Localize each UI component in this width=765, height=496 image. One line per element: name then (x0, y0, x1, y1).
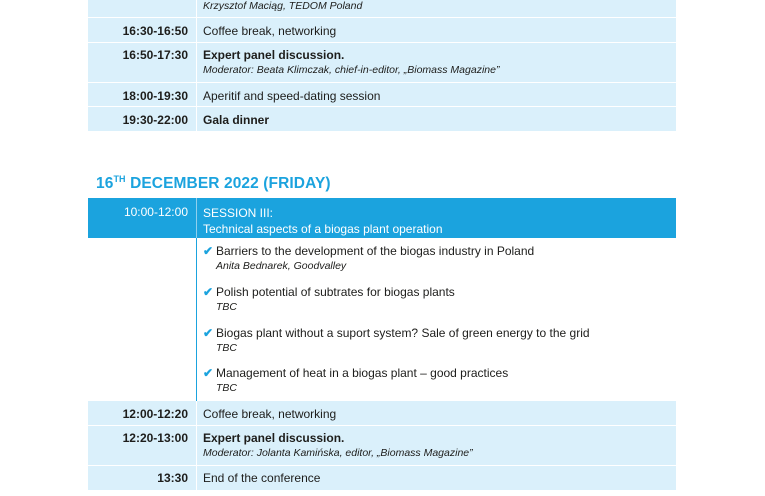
talk-title: Polish potential of subtrates for biogas plants (216, 285, 455, 299)
column-divider (196, 0, 197, 131)
time-slot: 19:30-22:00 (122, 113, 188, 127)
session-number: SESSION III: (203, 206, 274, 220)
day-ordinal: TH (113, 174, 126, 184)
day-number: 16 (96, 175, 114, 192)
time-slot: 12:00-12:20 (122, 407, 188, 421)
slot-title: Gala dinner (203, 113, 270, 127)
slot-title: Expert panel discussion. (203, 431, 345, 445)
slot-title: Coffee break, networking (203, 24, 337, 38)
talk-title: Biogas plant without a suport system? Sale of green energy to the grid (216, 326, 590, 340)
session-time: 10:00-12:00 (123, 205, 188, 219)
talk-title: Management of heat in a biogas plant – good practices (216, 366, 509, 380)
row-separator (88, 425, 676, 426)
row-separator (88, 17, 676, 18)
list-item (203, 326, 673, 354)
day-heading (96, 175, 331, 193)
list-item (203, 285, 673, 313)
slot-title: Aperitif and speed-dating session (203, 89, 381, 103)
time-slot: 13:30 (157, 471, 188, 485)
moderator-text: Moderator: Jolanta Kamińska, editor, „Biomass Magazine” (203, 447, 473, 459)
schedule-block-day1 (88, 0, 676, 131)
session-header (88, 198, 676, 238)
speaker-text: Krzysztof Maciąg, TEDOM Poland (203, 0, 363, 12)
column-divider (196, 198, 197, 238)
talk-speaker: TBC (216, 382, 237, 394)
slot-description (203, 48, 668, 76)
speaker-name (203, 0, 668, 12)
row-separator (88, 82, 676, 83)
check-icon: ✔ (203, 285, 214, 299)
talk-title: Barriers to the development of the biogas industry in Poland (216, 244, 535, 258)
talk-speaker: Anita Bednarek, Goodvalley (216, 260, 347, 272)
slot-title: Expert panel discussion. (203, 48, 345, 62)
check-icon: ✔ (203, 244, 214, 258)
talk-list (88, 238, 676, 401)
time-slot: 16:50-17:30 (122, 48, 188, 62)
talk-speaker: TBC (216, 342, 237, 354)
talk-speaker: TBC (216, 301, 237, 313)
check-icon: ✔ (203, 326, 214, 340)
slot-title: Coffee break, networking (203, 407, 337, 421)
time-slot: 16:30-16:50 (122, 24, 188, 38)
list-item (203, 366, 673, 394)
moderator-text: Moderator: Beata Klimczak, chief-in-editor, „Biomass Magazine” (203, 64, 500, 76)
slot-description (203, 431, 668, 459)
session-title (203, 205, 668, 237)
row-separator (88, 465, 676, 466)
session-topic: Technical aspects of a biogas plant operation (203, 222, 443, 236)
check-icon: ✔ (203, 366, 214, 380)
time-slot: 18:00-19:30 (122, 89, 188, 103)
time-slot: 12:20-13:00 (122, 431, 188, 445)
row-separator (88, 42, 676, 43)
list-item (203, 244, 673, 272)
schedule-block-day2 (88, 401, 676, 490)
column-divider (196, 238, 197, 401)
column-divider (196, 401, 197, 490)
slot-title: End of the conference (203, 471, 321, 485)
row-separator (88, 106, 676, 107)
day-date: DECEMBER 2022 (FRIDAY) (125, 175, 331, 192)
